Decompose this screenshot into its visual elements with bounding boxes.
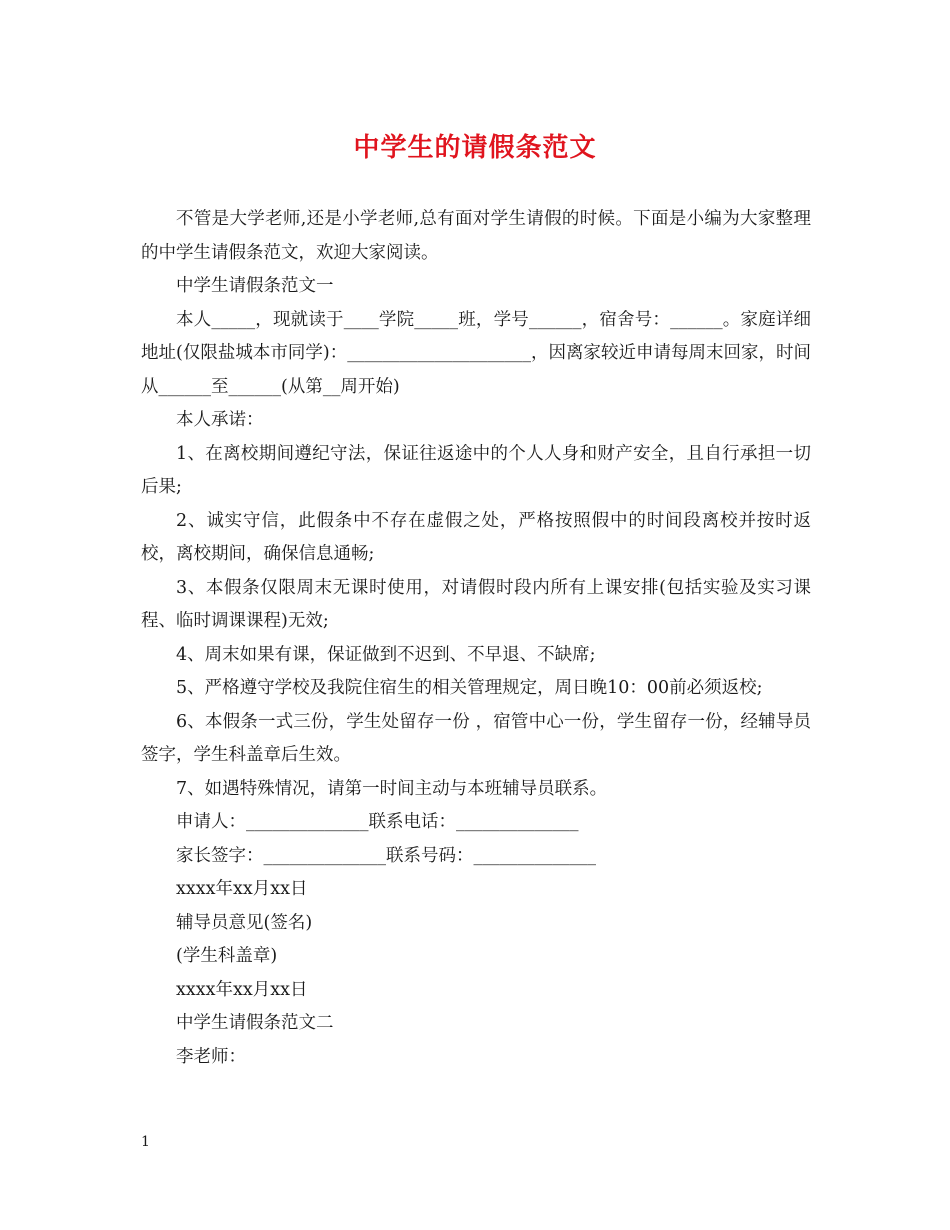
pledge-item-7: 7、如遇特殊情况，请第一时间主动与本班辅导员联系。 bbox=[176, 778, 608, 799]
counselor-opinion-line: 辅导员意见(签名) bbox=[176, 912, 313, 933]
section-heading-sample-two: 中学生请假条范文二 bbox=[176, 1013, 334, 1033]
pledge-item-3: 3、本假条仅限周末无课时使用，对请假时段内所有上课安排(包括实验及实习课程、临时调课课程)无效; bbox=[141, 577, 811, 631]
parent-signature-line: 家长签字：______________联系号码：______________ bbox=[176, 845, 596, 866]
pledge-item-5: 5、严格遵守学校及我院住宿生的相关管理规定，周日晚10：00前必须返校; bbox=[176, 678, 763, 698]
applicant-signature-line: 申请人：______________联系电话：______________ bbox=[176, 812, 579, 832]
salutation-line: 李老师： bbox=[176, 1046, 246, 1067]
section-heading-sample-one: 中学生请假条范文一 bbox=[176, 276, 334, 296]
document-title: 中学生的请假条范文 bbox=[353, 133, 597, 163]
pledge-item-1: 1、在离校期间遵纪守法，保证往返途中的个人人身和财产安全，且自行承担一切后果; bbox=[141, 443, 811, 497]
document-body bbox=[141, 203, 811, 1074]
pledge-item-4: 4、周末如果有课，保证做到不迟到、不早退、不缺席; bbox=[176, 644, 596, 665]
paragraph-intro: 不管是大学老师,还是小学老师,总有面对学生请假的时候。下面是小编为大家整理的中学生请假条范文，欢迎大家阅读。 bbox=[141, 209, 811, 263]
paragraph-applicant-info: 本人_____，现就读于____学院_____班，学号______，宿舍号：______。家庭详细地址(仅限盐城本市同学)：_____________________，因离家较近申请每周末回家，时间从______至______(从第__周开始) bbox=[141, 309, 811, 397]
pledge-item-2: 2、诚实守信，此假条中不存在虚假之处，严格按照假中的时间段离校并按时返校，离校期间，确保信息通畅; bbox=[141, 510, 811, 564]
date-line-2: xxxx年xx月xx日 bbox=[176, 979, 308, 1000]
page-number: 1 bbox=[141, 1134, 150, 1150]
paragraph-pledge-heading: 本人承诺： bbox=[176, 410, 264, 430]
office-stamp-line: (学生科盖章) bbox=[176, 946, 278, 966]
pledge-item-6: 6、本假条一式三份，学生处留存一份 ，宿管中心一份，学生留存一份，经辅导员签字，学生科盖章后生效。 bbox=[141, 711, 811, 765]
date-line-1: xxxx年xx月xx日 bbox=[176, 879, 308, 899]
